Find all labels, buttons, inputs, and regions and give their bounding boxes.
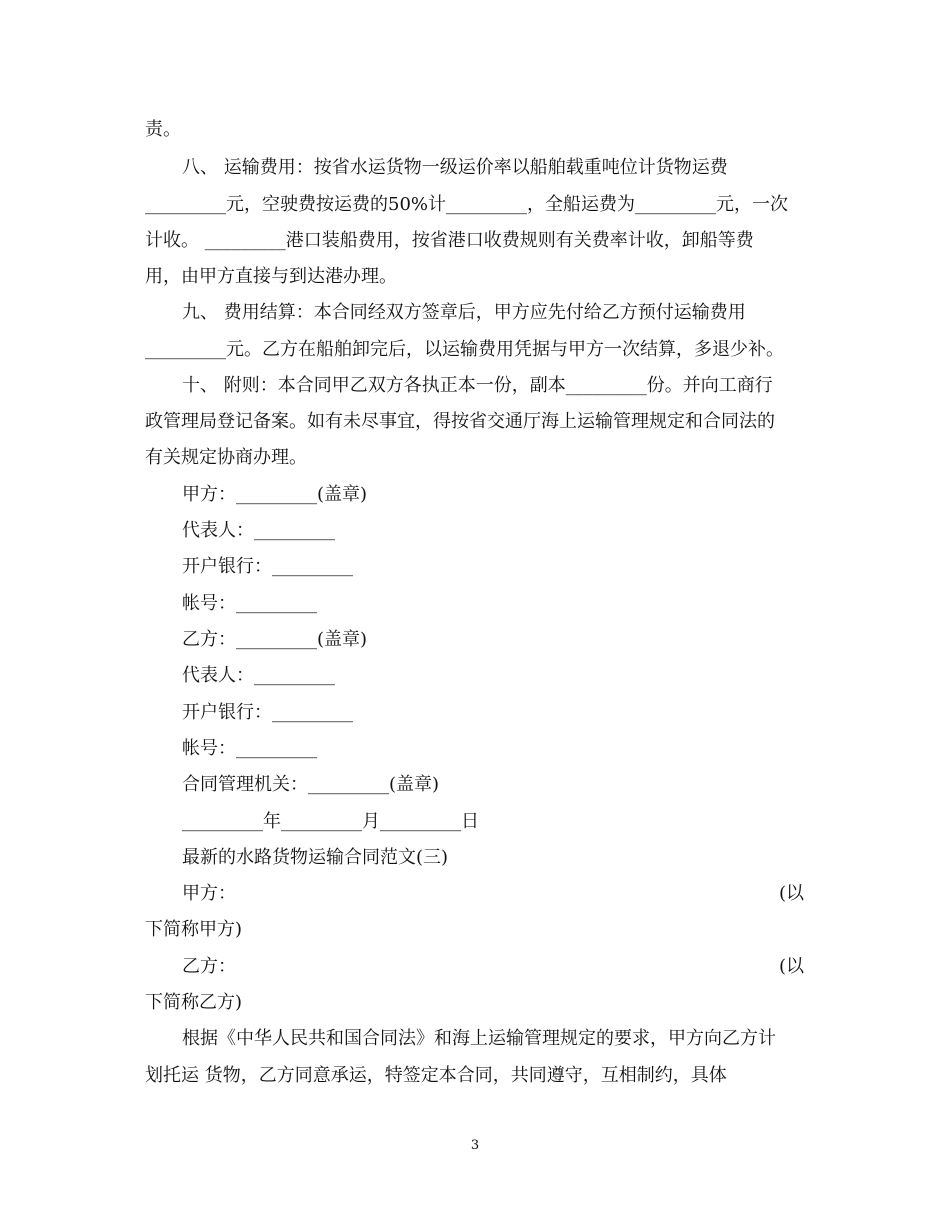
text-line: (以 — [779, 883, 805, 904]
party-a-representative: 代表人：_________ — [182, 520, 335, 541]
section-9-heading: 九、 费用结算：本合同经双方签章后，甲方应先付给乙方预付运输费用 — [182, 302, 746, 323]
text-line: _________元，空驶费按运费的50%计_________，全船运费为_________元，一次 — [145, 194, 789, 215]
party-a-label: 甲方： — [182, 883, 236, 904]
party-b-account: 帐号：_________ — [182, 738, 317, 759]
text-line: 下简称乙方) — [145, 992, 243, 1013]
text-line: _________元。乙方在船舶卸完后，以运输费用凭据与甲方一次结算，多退少补。 — [145, 339, 784, 360]
text-line: 责。 — [145, 119, 181, 140]
date-line: _________年_________月_________日 — [182, 811, 479, 832]
party-b-signature: 乙方：_________(盖章) — [182, 629, 368, 650]
contract-authority-signature: 合同管理机关：_________(盖章) — [182, 774, 440, 795]
party-b-label: 乙方： — [182, 956, 236, 977]
text-line: 计收。 _________港口装船费用，按省港口收费规则有关费率计收，卸船等费 — [145, 230, 754, 251]
party-b-bank: 开户银行：_________ — [182, 702, 353, 723]
party-a-bank: 开户银行：_________ — [182, 556, 353, 577]
text-line: 用，由甲方直接与到达港办理。 — [145, 266, 397, 287]
section-8-heading: 八、 运输费用：按省水运货物一级运价率以船舶载重吨位计货物运费 — [182, 157, 728, 178]
party-b-representative: 代表人：_________ — [182, 665, 335, 686]
section-10-heading: 十、 附则：本合同甲乙双方各执正本一份，副本_________份。并向工商行 — [182, 375, 773, 396]
party-a-signature: 甲方：_________(盖章) — [182, 484, 368, 505]
contract-subtitle: 最新的水路货物运输合同范文(三) — [182, 847, 449, 868]
text-line: 下简称甲方) — [145, 919, 243, 940]
party-a-account: 帐号：_________ — [182, 593, 317, 614]
text-line: 根据《中华人民共和国合同法》和海上运输管理规定的要求，甲方向乙方计 — [182, 1028, 776, 1049]
text-line: 有关规定协商办理。 — [145, 447, 307, 468]
text-line: (以 — [779, 956, 805, 977]
text-line: 划托运 货物，乙方同意承运，特签定本合同，共同遵守，互相制约，具体 — [145, 1065, 727, 1086]
page-number: 3 — [470, 1138, 480, 1153]
text-line: 政管理局登记备案。如有未尽事宜，得按省交通厅海上运输管理规定和合同法的 — [145, 411, 775, 432]
